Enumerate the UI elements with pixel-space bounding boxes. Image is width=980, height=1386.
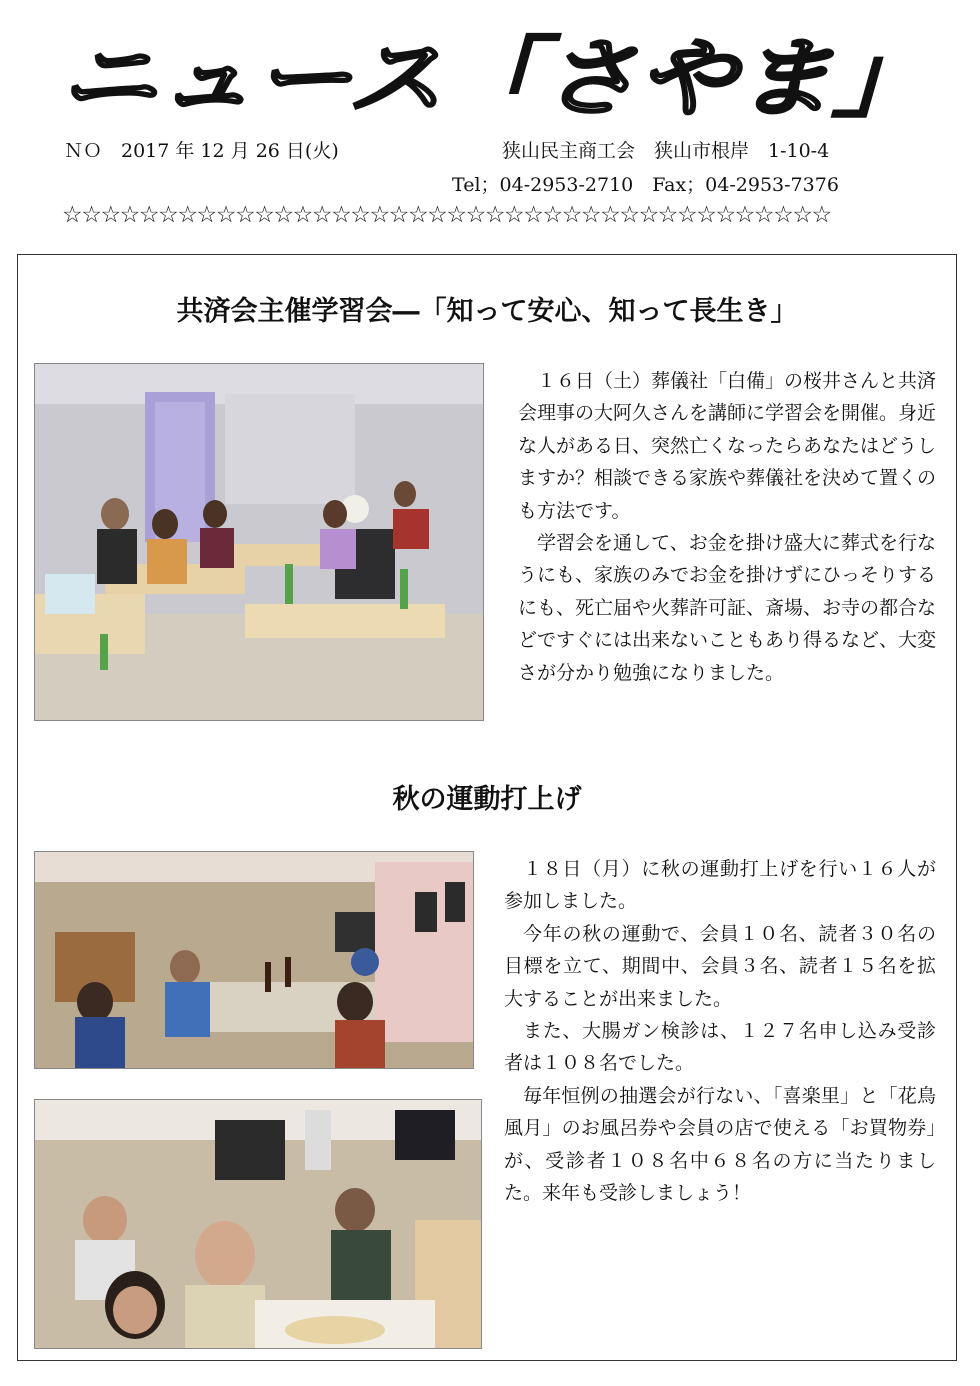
content-box: [17, 254, 957, 1361]
article2-paragraph: １８日（月）に秋の運動打上げを行い１６人が参加しました。: [504, 858, 936, 913]
org-address: 狭山民主商工会 狭山市根岸 1-10-4: [502, 140, 830, 162]
study-session-photo: [34, 363, 484, 721]
contact-info: Tel；04-2953-2710 Fax；04-2953-7376: [452, 174, 839, 196]
masthead-title-text: ニュース「さやま」: [60, 30, 930, 120]
article2-paragraph: また、大腸ガン検診は、１２７名申し込み受診者は１０８名でした。: [504, 1020, 936, 1075]
article1-paragraph: 学習会を通して、お金を掛け盛大に葬式を行なうにも、家族のみでお金を掛けずにひっそりするにも、死亡届や火葬許可証、斎場、お寺の都合などですぐには出来ないこともあり得るなど、大変さが分かり勉強になりました。: [518, 532, 937, 684]
article1-paragraph: １６日（土）葬儀社「白備」の桜井さんと共済会理事の大阿久さんを講師に学習会を開催。身近な人がある日、突然亡くなったらあなたはどうしますか？相談できる家族や葬儀社を決めて置くのも方法です。: [518, 370, 937, 522]
article2-paragraph: 毎年恒例の抽選会が行ない、「喜楽里」と「花鳥風月」のお風呂券や会員の店で使える「お買物券」が、受診者１０８名中６８名の方に当たりました。来年も受診しましょう！: [504, 1084, 936, 1205]
party-photo-2: [34, 1099, 482, 1349]
issue-date: ＮＯ 2017 年 12 月 26 日(火): [64, 140, 339, 162]
party-photo-1: [34, 851, 474, 1069]
article2-headline: 秋の運動打上げ: [392, 784, 582, 815]
article2-paragraph: 今年の秋の運動で、会員１０名、読者３０名の目標を立て、期間中、会員３名、読者１５名を拡大することが出来ました。: [504, 922, 936, 1010]
article2-body: [504, 853, 936, 1209]
star-divider: ☆☆☆☆☆☆☆☆☆☆☆☆☆☆☆☆☆☆☆☆☆☆☆☆☆☆☆☆☆☆☆☆☆☆☆☆☆☆☆☆: [62, 202, 831, 228]
article1-headline: 共済会主催学習会―「知って安心、知って長生き」: [176, 296, 798, 327]
masthead-title: [60, 30, 940, 120]
article1-body: [518, 365, 936, 689]
